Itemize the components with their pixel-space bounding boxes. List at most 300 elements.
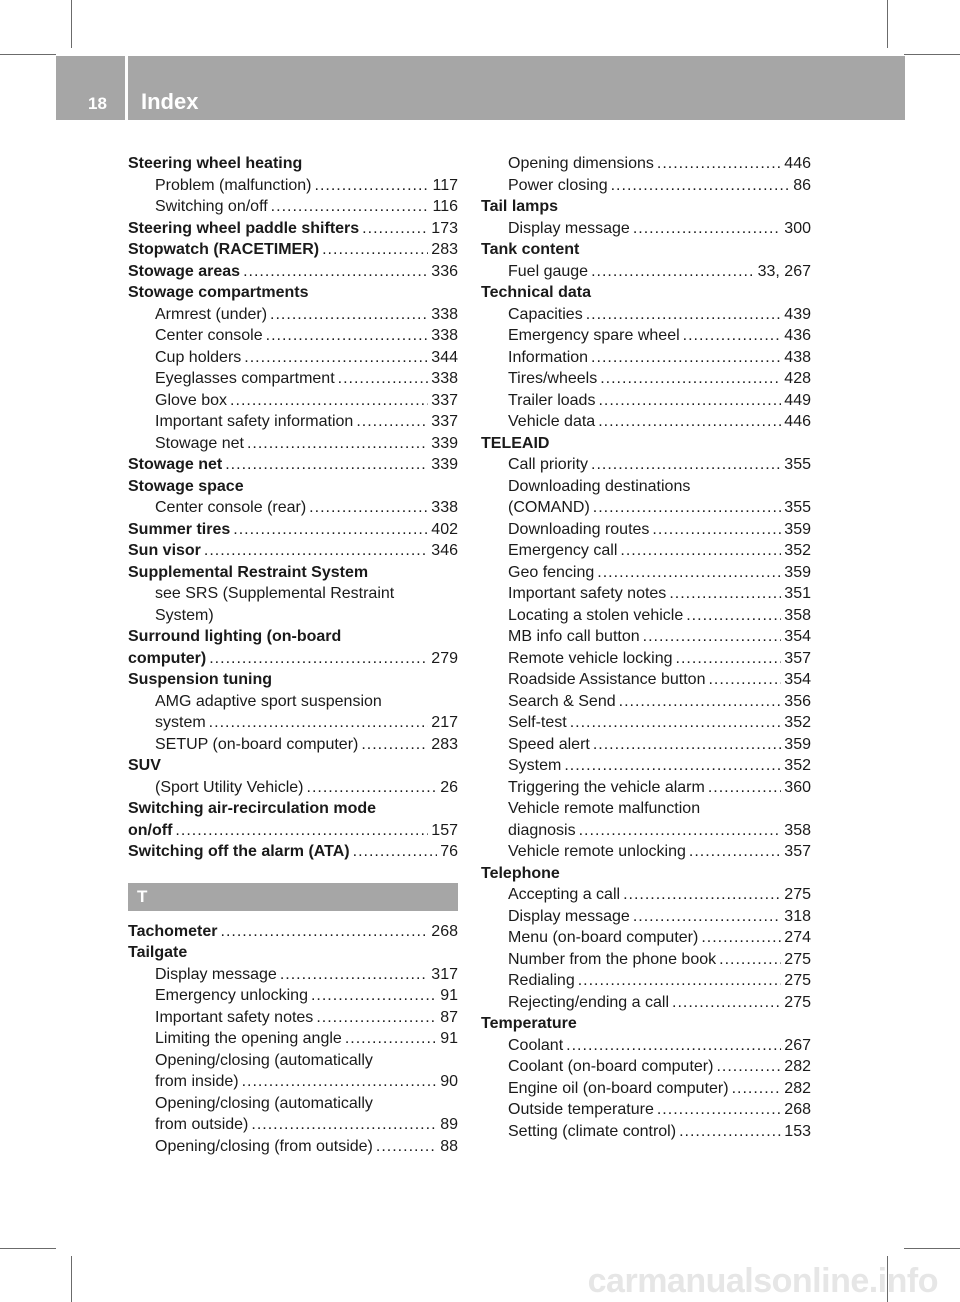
- index-entry: [128, 368, 458, 390]
- page-reference: 283: [431, 735, 458, 753]
- page-reference: 317: [431, 965, 458, 983]
- entry-label: Locating a stolen vehicle: [508, 606, 684, 624]
- index-entry: [481, 1078, 811, 1100]
- page-reference: 358: [784, 821, 811, 839]
- page-reference: 86: [793, 176, 811, 194]
- index-entry: [128, 734, 458, 756]
- page-reference: 446: [784, 155, 811, 172]
- crop-mark: [904, 1248, 960, 1249]
- index-entry: [481, 390, 811, 412]
- dot-leader: [564, 755, 781, 777]
- crop-mark: [71, 0, 72, 48]
- index-heading: Switching air-recirculation mode: [128, 800, 377, 817]
- crop-mark: [71, 1256, 72, 1302]
- index-entry: [481, 605, 811, 627]
- index-entry: [128, 777, 458, 799]
- index-entry: [128, 1071, 458, 1093]
- entry-label: SETUP (on-board computer): [155, 735, 359, 753]
- page-reference: 338: [431, 499, 458, 516]
- dot-leader: [566, 1035, 781, 1057]
- page-reference: 357: [784, 649, 811, 667]
- index-entry: [481, 1035, 811, 1057]
- dot-leader: [225, 454, 428, 476]
- dot-leader: [242, 1071, 438, 1093]
- dot-leader: [204, 540, 428, 562]
- page-reference: 76: [440, 843, 458, 860]
- index-entry: [128, 820, 458, 842]
- page-reference: 217: [431, 714, 458, 731]
- entry-label: Summer tires: [128, 520, 231, 538]
- page-reference: 275: [784, 972, 811, 989]
- index-entry: [481, 1099, 811, 1121]
- entry-label: Emergency unlocking: [155, 987, 308, 1004]
- page-reference: 26: [440, 778, 458, 796]
- index-entry: [481, 841, 811, 863]
- entry-label: Problem (malfunction): [155, 176, 312, 194]
- page-reference: 282: [784, 1058, 811, 1075]
- section-letter-heading: T: [128, 883, 458, 911]
- page-reference: 338: [431, 370, 458, 387]
- dot-leader: [209, 648, 428, 670]
- watermark: carmanualsonline.info: [587, 1262, 938, 1300]
- entry-label: Engine oil (on-board computer): [508, 1079, 729, 1097]
- entry-label: Call priority: [508, 456, 589, 473]
- dot-leader: [657, 1099, 781, 1121]
- index-heading: Suspension tuning: [128, 671, 272, 688]
- index-entry: [128, 712, 458, 734]
- entry-label: Remote vehicle locking: [508, 649, 673, 667]
- index-entry: [128, 921, 458, 943]
- dot-leader: [679, 1121, 781, 1143]
- index-heading: Steering wheel heating: [128, 155, 303, 172]
- index-entry: [481, 562, 811, 584]
- index-entry: [481, 368, 811, 390]
- entry-label: on/off: [128, 821, 173, 839]
- index-heading: Technical data: [481, 284, 591, 301]
- index-entry: [481, 175, 811, 197]
- entry-label: Display message: [508, 907, 630, 925]
- index-entry: [481, 519, 811, 541]
- index-entry: [481, 454, 811, 476]
- crop-mark: [0, 54, 56, 55]
- page-reference: 173: [431, 219, 458, 237]
- entry-label: System: [508, 757, 562, 774]
- entry-label: Triggering the vehicle alarm: [508, 778, 705, 796]
- entry-label: Emergency call: [508, 542, 618, 559]
- index-column-right: [481, 153, 811, 1142]
- dot-leader: [209, 712, 429, 734]
- index-entry: [128, 390, 458, 412]
- index-column-left: [128, 153, 458, 1157]
- dot-leader: [689, 841, 781, 863]
- entry-label: Cup holders: [155, 348, 242, 366]
- dot-leader: [716, 1056, 781, 1078]
- dot-leader: [623, 884, 781, 906]
- entry-label: Coolant (on-board computer): [508, 1058, 714, 1075]
- page-reference: 268: [431, 922, 458, 940]
- page-reference: 275: [784, 950, 811, 968]
- entry-label: Stopwatch (RACETIMER): [128, 241, 320, 258]
- index-heading: Stowage compartments: [128, 284, 309, 301]
- entry-label: Setting (climate control): [508, 1122, 677, 1140]
- index-entry: [128, 218, 458, 240]
- entry-label: Stowage net: [155, 434, 244, 452]
- dot-leader: [309, 497, 428, 519]
- index-entry: [128, 1114, 458, 1136]
- entry-label: Fuel gauge: [508, 262, 589, 280]
- dot-leader: [657, 153, 781, 175]
- page-reference: 358: [784, 606, 811, 624]
- page-reference: 354: [784, 628, 811, 645]
- index-entry: [128, 304, 458, 326]
- index-heading: TELEAID: [481, 434, 550, 452]
- index-entry: [128, 239, 458, 261]
- page-reference: 268: [784, 1101, 811, 1118]
- entry-label: Information: [508, 348, 589, 366]
- dot-leader: [244, 347, 428, 369]
- entry-label: Trailer loads: [508, 391, 596, 409]
- dot-leader: [361, 734, 428, 756]
- entry-label: Limiting the opening angle: [155, 1030, 342, 1047]
- dot-leader: [719, 949, 781, 971]
- dot-leader: [247, 433, 428, 455]
- index-entry: [128, 964, 458, 986]
- entry-label: Stowage areas: [128, 262, 241, 280]
- entry-label: system: [155, 714, 206, 731]
- index-entry: [128, 325, 458, 347]
- page-reference: 359: [784, 520, 811, 538]
- dot-leader: [672, 992, 781, 1014]
- page-reference: 318: [784, 907, 811, 925]
- index-entry: [481, 411, 811, 433]
- entry-label: Center console: [155, 327, 263, 344]
- index-entry: [128, 175, 458, 197]
- index-entry: [481, 777, 811, 799]
- dot-leader: [307, 777, 438, 799]
- page-reference: 352: [784, 542, 811, 559]
- entry-label: Vehicle remote unlocking: [508, 843, 686, 860]
- dot-leader: [643, 626, 782, 648]
- index-heading: Supplemental Restraint System: [128, 563, 369, 581]
- page-reference: 267: [784, 1036, 811, 1054]
- page-reference: 352: [784, 714, 811, 731]
- entry-label: Coolant: [508, 1036, 564, 1054]
- dot-leader: [376, 1136, 437, 1158]
- index-entry: [128, 519, 458, 541]
- index-entry: [481, 325, 811, 347]
- index-entry: [481, 884, 811, 906]
- page-reference: 275: [784, 993, 811, 1011]
- dot-leader: [708, 669, 781, 691]
- index-entry: [128, 347, 458, 369]
- entry-label: from outside): [155, 1116, 249, 1133]
- page-reference: 439: [784, 305, 811, 323]
- entry-label: Tachometer: [128, 922, 218, 940]
- entry-label: Redialing: [508, 972, 575, 989]
- dot-leader: [676, 648, 782, 670]
- index-entry: [128, 1028, 458, 1050]
- index-heading: Stowage space: [128, 477, 244, 495]
- dot-leader: [598, 411, 781, 433]
- dot-leader: [593, 497, 782, 519]
- index-entry: [128, 433, 458, 455]
- dot-leader: [619, 691, 782, 713]
- entry-label: Rejecting/ending a call: [508, 993, 669, 1011]
- dot-leader: [233, 519, 428, 541]
- index-entry: [481, 1121, 811, 1143]
- page-reference: 116: [432, 198, 458, 215]
- dot-leader: [597, 562, 781, 584]
- entry-label: from inside): [155, 1073, 239, 1090]
- index-entry: [481, 497, 811, 519]
- entry-label: Important safety information: [155, 413, 354, 430]
- dot-leader: [620, 540, 781, 562]
- dot-leader: [578, 970, 782, 992]
- entry-label: Roadside Assistance button: [508, 671, 706, 688]
- index-subtext: see SRS (Supplemental Restraint: [155, 585, 395, 602]
- dot-leader: [611, 175, 791, 197]
- page-reference: 33, 267: [757, 262, 811, 280]
- page-reference: 279: [431, 649, 458, 667]
- page-reference: 402: [431, 520, 458, 538]
- dot-leader: [311, 985, 437, 1007]
- page-reference: 282: [784, 1079, 811, 1097]
- entry-label: (COMAND): [508, 499, 590, 516]
- index-entry: [481, 669, 811, 691]
- entry-label: Menu (on-board computer): [508, 929, 699, 946]
- page-reference: 153: [784, 1122, 811, 1140]
- entry-label: Accepting a call: [508, 886, 621, 903]
- index-entry: [128, 985, 458, 1007]
- entry-label: Center console (rear): [155, 499, 307, 516]
- crop-mark: [904, 54, 960, 55]
- page-reference: 436: [784, 327, 811, 344]
- page-reference: 337: [431, 391, 458, 409]
- dot-leader: [251, 1114, 437, 1136]
- dot-leader: [598, 390, 781, 412]
- entry-label: Switching off the alarm (ATA): [128, 843, 350, 860]
- entry-label: Armrest (under): [155, 305, 268, 323]
- index-entry: [128, 648, 458, 670]
- index-entry: [128, 1007, 458, 1029]
- index-heading: Tank content: [481, 241, 580, 258]
- page-reference: 336: [431, 262, 458, 280]
- dot-leader: [633, 906, 781, 928]
- index-entry: [128, 540, 458, 562]
- entry-label: Speed alert: [508, 735, 590, 753]
- dot-leader: [345, 1028, 437, 1050]
- dot-leader: [271, 196, 430, 218]
- index-heading: Tail lamps: [481, 198, 559, 215]
- index-entry: [481, 906, 811, 928]
- dot-leader: [708, 777, 781, 799]
- index-entry: [128, 497, 458, 519]
- page-reference: 428: [784, 370, 811, 387]
- dot-leader: [633, 218, 781, 240]
- dot-leader: [266, 325, 429, 347]
- page-reference: 344: [431, 348, 458, 366]
- entry-label: Capacities: [508, 305, 583, 323]
- entry-label: Outside temperature: [508, 1101, 654, 1118]
- index-subtext: Downloading destinations: [508, 477, 691, 495]
- dot-leader: [175, 820, 428, 842]
- index-heading: SUV: [128, 757, 161, 774]
- index-entry: [128, 841, 458, 863]
- entry-label: Eyeglasses compartment: [155, 370, 335, 387]
- entry-label: Vehicle data: [508, 413, 596, 430]
- index-entry: [481, 261, 811, 283]
- index-heading: Tailgate: [128, 944, 188, 961]
- index-entry: [481, 712, 811, 734]
- dot-leader: [591, 347, 781, 369]
- page-reference: 339: [431, 456, 458, 473]
- index-heading: Surround lighting (on-board: [128, 628, 342, 645]
- entry-label: Display message: [508, 219, 630, 237]
- entry-label: diagnosis: [508, 821, 576, 839]
- dot-leader: [686, 605, 781, 627]
- index-entry: [128, 261, 458, 283]
- entry-label: Important safety notes: [508, 585, 667, 602]
- page-reference: 88: [440, 1137, 458, 1155]
- page-reference: 91: [440, 1030, 458, 1047]
- crop-mark: [0, 1248, 56, 1249]
- dot-leader: [586, 304, 782, 326]
- dot-leader: [243, 261, 428, 283]
- index-entry: [481, 218, 811, 240]
- index-entry: [128, 454, 458, 476]
- dot-leader: [270, 304, 428, 326]
- dot-leader: [362, 218, 428, 240]
- dot-leader: [316, 1007, 437, 1029]
- page-reference: 337: [431, 413, 458, 430]
- dot-leader: [600, 368, 781, 390]
- page-reference: 338: [431, 305, 458, 323]
- entry-label: Self-test: [508, 714, 567, 731]
- entry-label: Power closing: [508, 176, 608, 194]
- page-title: Index: [141, 89, 199, 114]
- page-reference: 438: [784, 348, 811, 366]
- entry-label: Downloading routes: [508, 520, 650, 538]
- dot-leader: [570, 712, 782, 734]
- page-reference: 117: [432, 176, 458, 194]
- index-entry: [481, 1056, 811, 1078]
- page-reference: 357: [784, 843, 811, 860]
- page-reference: 90: [440, 1073, 458, 1090]
- entry-label: Tires/wheels: [508, 370, 598, 387]
- index-entry: [481, 755, 811, 777]
- page-reference: 354: [784, 671, 811, 688]
- page-reference: 360: [784, 778, 811, 796]
- index-entry: [481, 970, 811, 992]
- page-reference: 351: [784, 585, 811, 602]
- page-reference: 275: [784, 886, 811, 903]
- index-entry: [481, 927, 811, 949]
- index-subtext: Vehicle remote malfunction: [508, 800, 701, 817]
- index-entry: [481, 347, 811, 369]
- index-heading: Telephone: [481, 864, 560, 882]
- page-reference: 300: [784, 219, 811, 237]
- dot-leader: [230, 390, 428, 412]
- entry-label: Search & Send: [508, 692, 616, 710]
- entry-label: Switching on/off: [155, 198, 268, 215]
- page-reference: 352: [784, 757, 811, 774]
- dot-leader: [591, 261, 755, 283]
- page-reference: 87: [440, 1008, 458, 1026]
- entry-label: Emergency spare wheel: [508, 327, 680, 344]
- dot-leader: [353, 841, 438, 863]
- index-subtext: Opening/closing (automatically: [155, 1094, 373, 1112]
- index-entry: [481, 304, 811, 326]
- dot-leader: [593, 734, 781, 756]
- page-reference: 339: [431, 434, 458, 452]
- index-entry: [128, 196, 458, 218]
- entry-label: Opening/closing (from outside): [155, 1137, 373, 1155]
- index-entry: [481, 153, 811, 175]
- page-reference: 355: [784, 456, 811, 473]
- page-number: 18: [88, 94, 107, 113]
- page-reference: 355: [784, 499, 811, 516]
- index-entry: [128, 1136, 458, 1158]
- index-entry: [128, 411, 458, 433]
- index-entry: [481, 820, 811, 842]
- dot-leader: [652, 519, 781, 541]
- dot-leader: [338, 368, 429, 390]
- entry-label: Sun visor: [128, 542, 201, 559]
- dot-leader: [591, 454, 781, 476]
- entry-label: (Sport Utility Vehicle): [155, 778, 304, 796]
- entry-label: Steering wheel paddle shifters: [128, 219, 360, 237]
- dot-leader: [701, 927, 781, 949]
- entry-label: Number from the phone book: [508, 950, 717, 968]
- page-reference: 89: [440, 1116, 458, 1133]
- index-entry: [481, 691, 811, 713]
- page-reference: 346: [431, 542, 458, 559]
- index-entry: [481, 626, 811, 648]
- dot-leader: [322, 239, 428, 261]
- index-entry: [481, 648, 811, 670]
- index-entry: [481, 583, 811, 605]
- entry-label: Display message: [155, 965, 277, 983]
- page-reference: 449: [784, 391, 811, 409]
- entry-label: Glove box: [155, 391, 228, 409]
- dot-leader: [579, 820, 782, 842]
- page-reference: 91: [440, 987, 458, 1004]
- page-reference: 283: [431, 241, 458, 258]
- dot-leader: [315, 175, 430, 197]
- page-reference: 359: [784, 735, 811, 753]
- index-entry: [481, 540, 811, 562]
- index-entry: [481, 734, 811, 756]
- page-reference: 446: [784, 413, 811, 430]
- page-reference: 338: [431, 327, 458, 344]
- dot-leader: [280, 964, 428, 986]
- entry-label: MB info call button: [508, 628, 640, 645]
- index-entry: [481, 992, 811, 1014]
- dot-leader: [669, 583, 781, 605]
- entry-label: Opening dimensions: [508, 155, 654, 172]
- entry-label: Important safety notes: [155, 1008, 314, 1026]
- index-heading: Temperature: [481, 1015, 577, 1032]
- index-subtext: Opening/closing (automatically: [155, 1051, 373, 1069]
- dot-leader: [221, 921, 429, 943]
- dot-leader: [683, 325, 782, 347]
- dot-leader: [732, 1078, 782, 1100]
- page-reference: 274: [784, 929, 811, 946]
- crop-mark: [887, 0, 888, 48]
- entry-label: computer): [128, 649, 207, 667]
- index-subtext: System): [155, 606, 214, 624]
- page-reference: 359: [784, 563, 811, 581]
